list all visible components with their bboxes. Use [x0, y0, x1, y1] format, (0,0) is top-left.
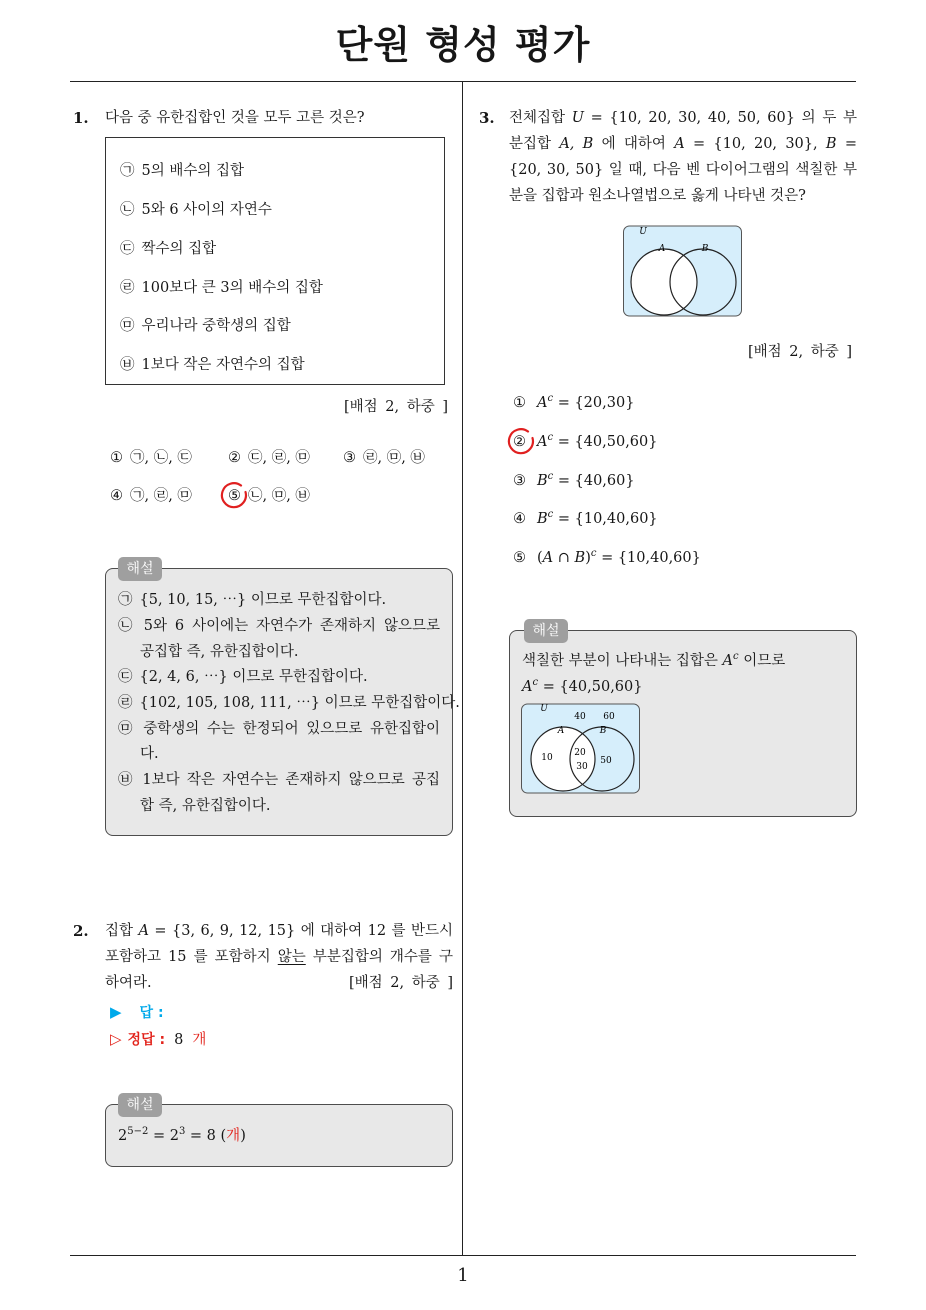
score-label: [배점 2, 하중 ] — [348, 975, 453, 991]
explanation-line: 다. — [140, 746, 159, 762]
math-variable: A — [522, 679, 533, 695]
choice-text: ㉣, ㉤, ㉥ — [363, 450, 425, 466]
explanation-text: 중학생의 수는 한정되어 있으므로 유한집합이 — [143, 721, 441, 737]
outside-element: 40 — [574, 712, 586, 722]
choice-text: ㉡, ㉤, ㉥ — [248, 488, 310, 504]
intersection-element: 30 — [576, 762, 588, 772]
item-mark: ㉤ — [118, 721, 136, 737]
question-text-line — [105, 947, 453, 967]
item-mark: ㉤ — [120, 318, 135, 334]
answer-choice — [110, 448, 192, 468]
column-divider — [462, 82, 463, 1255]
question-text-line — [509, 134, 857, 154]
math-text: = {40,60} — [553, 473, 635, 489]
unit-text: 개 — [226, 1128, 241, 1144]
question-text: 다음 중 유한집합인 것을 모두 고른 것은? — [105, 110, 365, 126]
explanation-line — [118, 719, 440, 739]
set-a-circle — [631, 249, 697, 315]
universe-label: U — [639, 227, 647, 237]
answer-label: 답 : — [139, 1005, 164, 1021]
explanation-line: 공집합 즉, 유한집합이다. — [140, 644, 299, 660]
item-mark: ㉣ — [120, 280, 135, 296]
explanation-line — [118, 590, 386, 610]
math-variable: A — [542, 550, 554, 566]
item-mark: ㉡ — [120, 202, 135, 218]
choice-number: ③ — [513, 473, 526, 489]
math-text: ( — [537, 550, 543, 566]
item-mark: ㉢ — [118, 669, 133, 685]
item-text: 5의 배수의 집합 — [141, 163, 244, 179]
math-text: = {10,40,60} — [596, 550, 701, 566]
math-variable: B — [537, 511, 548, 527]
math-text: = {40,50,60} — [553, 434, 658, 450]
math-exponent: 5−2 — [127, 1126, 149, 1137]
math-variable: U — [571, 110, 584, 126]
text-segment: 색칠한 부분이 나타내는 집합은 — [522, 653, 723, 669]
question-text-line: 분을 집합과 원소나열법으로 옳게 나타낸 것은? — [509, 188, 806, 204]
math-exponent: c — [547, 509, 554, 520]
item-mark: ㉡ — [118, 618, 136, 634]
condition-item — [120, 200, 272, 220]
text-segment: 집합 — [105, 923, 139, 939]
math-text: = {40,50,60} — [538, 679, 643, 695]
item-text: 짝수의 집합 — [141, 241, 217, 257]
item-mark: ㉥ — [118, 772, 136, 788]
only-b-element: 50 — [600, 756, 612, 766]
choice-text: ㉠, ㉡, ㉢ — [130, 450, 192, 466]
item-mark: ㉠ — [118, 592, 133, 608]
text-segment: 이므로 — [738, 653, 786, 669]
choice-number: ① — [513, 395, 526, 411]
condition-item — [120, 316, 291, 336]
universe-label: U — [540, 704, 548, 714]
correct-value: 8 — [174, 1032, 184, 1048]
choice-number: ④ — [110, 488, 123, 504]
text-segment: = {10, 20, 30, 40, 50, 60} 의 두 부 — [583, 110, 857, 126]
explanation-tab: 해설 — [524, 619, 568, 643]
question-number: 3. — [479, 109, 495, 127]
answer-choice — [513, 548, 701, 568]
math-variable: A, B — [559, 136, 594, 152]
math-text: = {20,30} — [553, 395, 635, 411]
math-variable: A — [138, 923, 149, 939]
explanation-line — [118, 693, 460, 713]
math-variable: A — [537, 434, 548, 450]
question-number: 2. — [73, 922, 89, 940]
text-segment: 분집합 — [509, 136, 560, 152]
choice-number: ① — [110, 450, 123, 466]
explanation-line — [118, 667, 368, 687]
math-variable: B — [537, 473, 548, 489]
text-segment: 포함하고 15 를 포함하지 — [105, 949, 278, 965]
explanation-line: 합 즉, 유한집합이다. — [140, 798, 271, 814]
set-a-label: A — [658, 244, 666, 254]
header-rule — [70, 81, 856, 82]
math-variable: B — [574, 550, 586, 566]
explanation-line — [118, 1126, 246, 1146]
explanation-venn-diagram — [520, 702, 642, 795]
set-a-label: A — [557, 726, 565, 736]
choice-number: ⑤ — [513, 550, 526, 566]
math-base: 2 — [118, 1128, 128, 1144]
choice-text: ㉠, ㉣, ㉤ — [130, 488, 192, 504]
text-segment: = — [836, 136, 857, 152]
explanation-line — [522, 651, 785, 671]
explanation-line — [118, 770, 440, 790]
text-segment: 에 대하여 — [593, 136, 675, 152]
choice-number: ② — [513, 434, 526, 450]
math-exponent: 3 — [178, 1126, 186, 1137]
item-text: 우리나라 중학생의 집합 — [141, 318, 291, 334]
explanation-tab: 해설 — [118, 557, 162, 581]
answer-choice — [513, 393, 634, 413]
choice-text: ㉢, ㉣, ㉤ — [248, 450, 310, 466]
math-text: ∩ — [553, 550, 575, 566]
item-text: 100보다 큰 3의 배수의 집합 — [141, 280, 323, 296]
math-text: = 8 ( — [185, 1128, 227, 1144]
text-segment: 전체집합 — [509, 110, 572, 126]
answer-marker-icon: ▶ — [110, 1003, 122, 1021]
correct-label: 정답 : — [127, 1032, 166, 1048]
answer-choice — [513, 471, 635, 491]
answer-choice — [513, 509, 658, 529]
score-label: [배점 2, 하중 ] — [343, 399, 448, 415]
condition-item — [120, 161, 244, 181]
item-text: 5와 6 사이의 자연수 — [141, 202, 272, 218]
explanation-line — [522, 677, 642, 697]
correct-marker-icon: ▷ — [110, 1030, 122, 1048]
question-number: 1. — [73, 109, 89, 127]
explanation-text: 5와 6 사이에는 자연수가 존재하지 않으므로 — [143, 618, 440, 634]
math-variable: A — [722, 653, 734, 669]
footer-rule — [70, 1255, 856, 1256]
venn-diagram — [622, 224, 744, 318]
underlined-text: 않는 — [277, 949, 306, 965]
math-exponent: c — [547, 471, 554, 482]
math-exponent: c — [590, 548, 597, 559]
answer-circle-mark — [506, 427, 536, 457]
text-segment: = {10, 20, 30}, — [684, 136, 826, 152]
page-number: 1 — [457, 1265, 469, 1286]
item-text: 1보다 작은 자연수의 집합 — [141, 357, 305, 373]
math-text: = {10,40,60} — [553, 511, 658, 527]
math-text: ) — [240, 1128, 246, 1144]
explanation-text: {5, 10, 15, ⋯} 이므로 무한집합이다. — [139, 592, 387, 608]
math-exponent: c — [532, 677, 539, 688]
math-variable: B — [825, 136, 837, 152]
explanation-text: 1보다 작은 자연수는 존재하지 않으므로 공집 — [142, 772, 440, 788]
math-exponent: c — [547, 393, 554, 404]
explanation-text: {2, 4, 6, ⋯} 이므로 무한집합이다. — [139, 669, 368, 685]
question-text-line: {20, 30, 50} 일 때, 다음 벤 다이어그램의 색칠한 부 — [509, 162, 857, 178]
score-label: [배점 2, 하중 ] — [747, 344, 852, 360]
only-a-element: 10 — [541, 753, 553, 763]
answer-choice — [343, 448, 425, 468]
math-variable: A — [674, 136, 685, 152]
answer-choice — [110, 486, 192, 506]
item-mark: ㉥ — [120, 357, 135, 373]
question-text-line — [105, 921, 453, 941]
text-segment: 부분집합의 개수를 구 — [305, 949, 454, 965]
choice-number: ④ — [513, 511, 526, 527]
correct-answer-row — [110, 1029, 206, 1050]
explanation-line — [118, 616, 440, 636]
condition-item — [120, 355, 305, 375]
outside-element: 60 — [603, 712, 615, 722]
explanation-text: {102, 105, 108, 111, ⋯} 이므로 무한집합이다. — [139, 695, 460, 711]
intersection-element: 20 — [574, 748, 586, 758]
choice-number: ③ — [343, 450, 356, 466]
text-segment: = {3, 6, 9, 12, 15} 에 대하여 12 를 반드시 — [148, 923, 453, 939]
math-variable: A — [537, 395, 548, 411]
item-mark: ㉠ — [120, 163, 135, 179]
math-text: = 2 — [148, 1128, 179, 1144]
answer-choice — [228, 448, 310, 468]
question-text-line: 하여라. — [105, 975, 152, 991]
page-title: 단원 형성 평가 — [335, 23, 591, 67]
math-text: ) — [585, 550, 591, 566]
math-exponent: c — [733, 651, 739, 662]
item-mark: ㉢ — [120, 241, 135, 257]
answer-circle-mark — [219, 481, 249, 511]
condition-item — [120, 278, 323, 298]
explanation-tab: 해설 — [118, 1093, 162, 1117]
item-mark: ㉣ — [118, 695, 133, 711]
condition-item — [120, 239, 216, 259]
choice-number: ⑤ — [228, 488, 241, 504]
choice-number: ② — [228, 450, 241, 466]
set-b-label: B — [701, 244, 709, 254]
question-text-line — [509, 108, 857, 128]
answer-row — [110, 1002, 164, 1023]
set-b-label: B — [599, 726, 607, 736]
math-exponent: c — [547, 432, 554, 443]
correct-unit: 개 — [192, 1032, 207, 1048]
